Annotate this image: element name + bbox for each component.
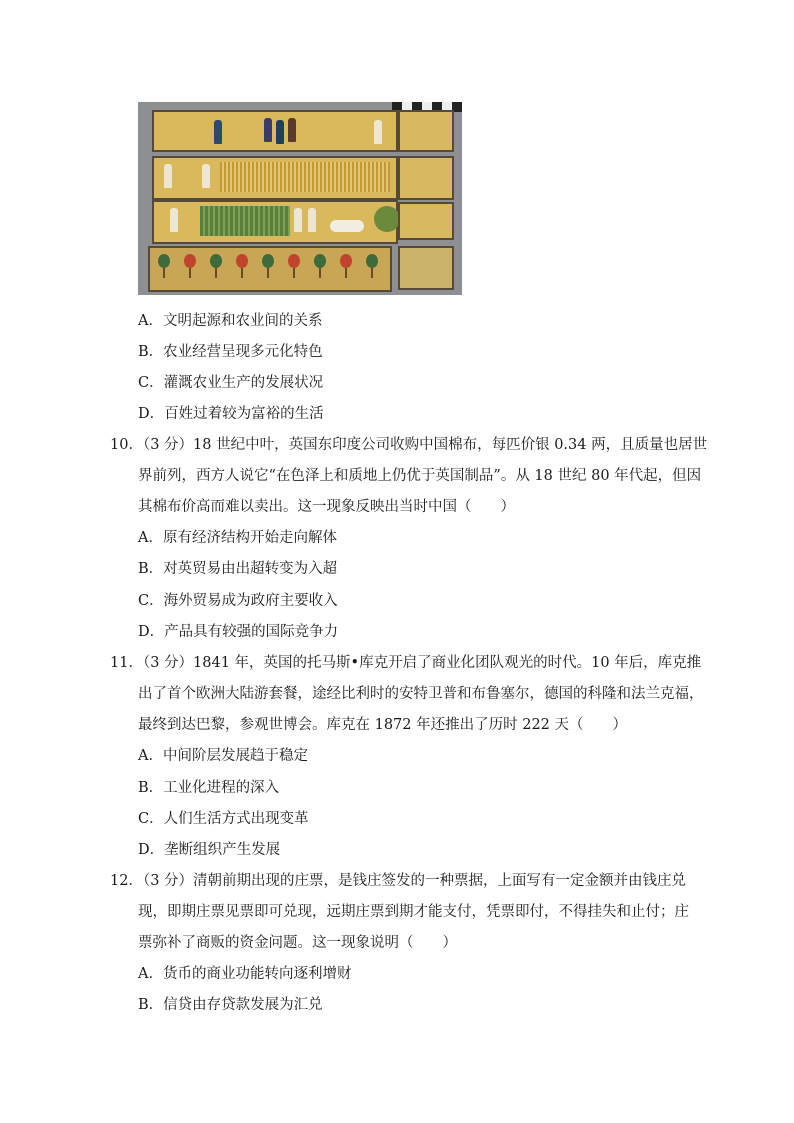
- q11-stem-line-2: 出了首个欧洲大陆游套餐，途经比利时的安特卫普和布鲁塞尔，德国的科隆和法兰克福，: [138, 686, 704, 702]
- q9-option-c: C．灌溉农业生产的发展状况: [138, 375, 324, 391]
- mural-register-4: [148, 246, 392, 292]
- q11-option-b: B．工业化进程的深入: [138, 780, 280, 796]
- mural-register-2: [152, 156, 398, 200]
- egyptian-mural-image: [138, 102, 462, 295]
- q12-stem-line-1: 12．（3 分）清朝前期出现的庄票，是钱庄签发的一种票据，上面写有一定金额并由钱庄兑: [110, 873, 687, 889]
- q12-stem-line-2: 现，即期庄票见票即可兑现，远期庄票到期才能支付，凭票即付，不得挂失和止付；庄: [138, 904, 689, 920]
- q11-option-a: A．中间阶层发展趋于稳定: [138, 748, 308, 764]
- mural-register-1: [152, 110, 398, 152]
- q12-option-a: A．货币的商业功能转向逐利增财: [138, 966, 352, 982]
- q9-option-a: A．文明起源和农业间的关系: [138, 313, 323, 329]
- q10-option-d: D．产品具有较强的国际竞争力: [138, 624, 339, 640]
- q10-option-b: B．对英贸易由出超转变为入超: [138, 561, 338, 577]
- q11-option-d: D．垄断组织产生发展: [138, 842, 281, 858]
- q10-option-c: C．海外贸易成为政府主要收入: [138, 593, 338, 609]
- q11-stem-line-1: 11．（3 分）1841 年，英国的托马斯•库克开启了商业化团队观光的时代。10 年后，库克推: [110, 655, 702, 671]
- q11-option-c: C．人们生活方式出现变革: [138, 811, 309, 827]
- mural-side-panel: [398, 202, 454, 240]
- q11-stem-line-3: 最终到达巴黎，参观世博会。库克在 1872 年还推出了历时 222 天（ ）: [138, 717, 628, 733]
- q10-stem-line-2: 界前列，西方人说它“在色泽上和质地上仍优于英国制品”。从 18 世纪 80 年代起，但因: [138, 468, 702, 484]
- mural-register-3: [152, 200, 398, 244]
- q10-stem-line-3: 其棉布价高而难以卖出。这一现象反映出当时中国（ ）: [138, 499, 515, 515]
- mural-side-panel: [398, 246, 454, 290]
- mural-side-panel: [398, 110, 454, 152]
- q9-option-b: B．农业经营呈现多元化特色: [138, 344, 323, 360]
- q12-stem-line-3: 票弥补了商贩的资金问题。这一现象说明（ ）: [138, 935, 457, 951]
- q10-option-a: A．原有经济结构开始走向解体: [138, 530, 337, 546]
- mural-side-panel: [398, 156, 454, 200]
- q10-stem-line-1: 10．（3 分）18 世纪中叶，英国东印度公司收购中国棉布，每匹价银 0.34 两，且质量也居世: [110, 437, 708, 453]
- q12-option-b: B．信贷由存贷款发展为汇兑: [138, 997, 323, 1013]
- q9-option-d: D．百姓过着较为富裕的生活: [138, 406, 324, 422]
